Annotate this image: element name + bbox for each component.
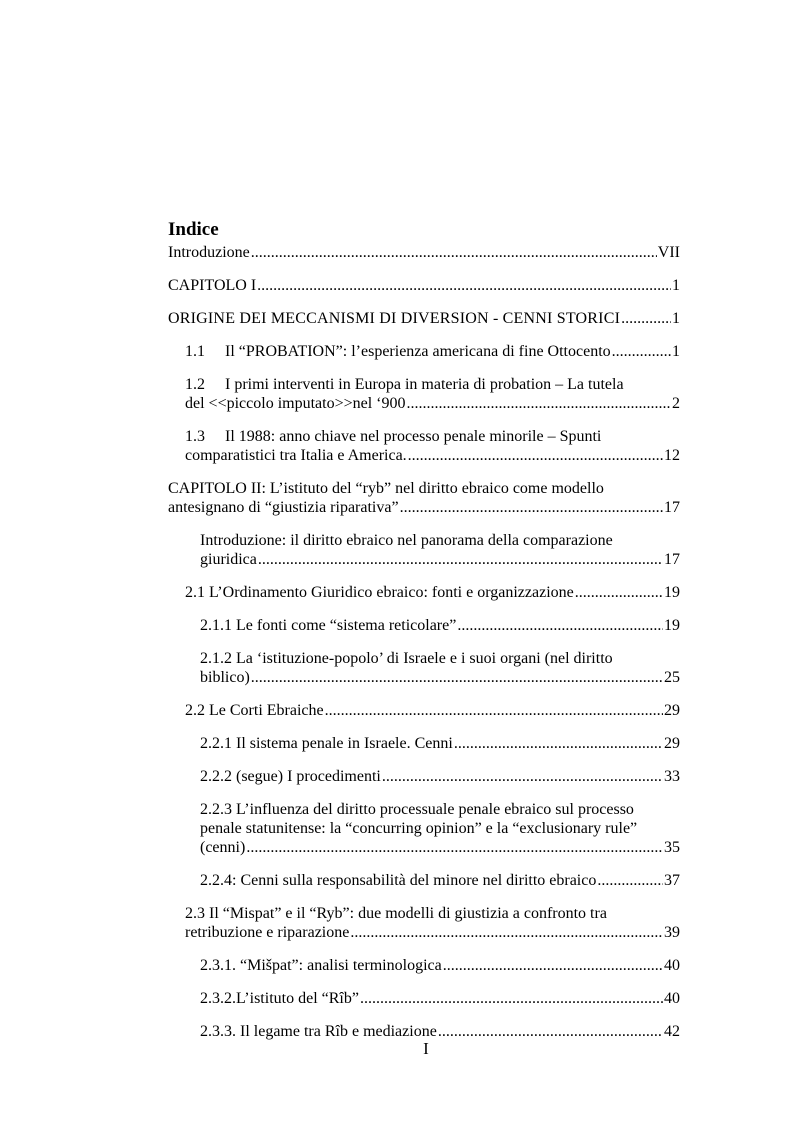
toc-entry-title: Introduzione [168, 244, 250, 261]
toc-entry-2-2[interactable] [168, 701, 680, 720]
toc-entry-title: 2.2.1 Il sistema penale in Israele. Cenni [200, 735, 453, 752]
dot-leader [257, 276, 671, 295]
toc-entry-page: 1 [672, 310, 680, 327]
dot-leader [612, 342, 671, 361]
toc-entry-title-line2: retribuzione e riparazione [185, 924, 350, 941]
toc-entry-title-line1: Introduzione: il diritto ebraico nel panorama della comparazione [200, 532, 613, 549]
toc-entry-title-line2: penale statunitense: la “concurring opinion” e la “exclusionary rule” [200, 820, 638, 837]
toc-entry-title: 2.1.1 Le fonti come “sistema reticolare” [200, 617, 457, 634]
toc-entry-title: 2.1 L’Ordinamento Giuridico ebraico: fonti e organizzazione [185, 584, 574, 601]
toc-entry-2-1-1[interactable] [168, 616, 680, 635]
toc-entry-page: 12 [664, 447, 680, 464]
toc-entry-page: 2 [672, 395, 680, 412]
toc-entry-title-line1: 2.1.2 La ‘istituzione-popolo’ di Israele e i suoi organi (nel diritto [200, 650, 613, 667]
dot-leader [258, 550, 663, 569]
toc-entry-title: 2.2 Le Corti Ebraiche [185, 702, 324, 719]
toc-entry-number: 1.3 [185, 428, 205, 445]
toc-entry-1-1[interactable] [168, 342, 680, 361]
dot-leader [360, 989, 663, 1008]
toc-entry-page: 1 [672, 343, 680, 360]
toc-entry-1-2[interactable] [168, 375, 680, 413]
toc-entry-title-line3: (cenni) [200, 839, 246, 856]
toc-entry-title-line2: antesignano di “giustizia riparativa” [168, 499, 399, 516]
toc-entry-2-1-2[interactable] [168, 649, 680, 687]
toc-entry-page: 1 [672, 277, 680, 294]
dot-leader [597, 871, 663, 890]
dot-leader [407, 394, 672, 413]
toc-entry-title: Il “PROBATION”: l’esperienza americana di fine Ottocento [225, 343, 611, 360]
toc-entry-2-2-3[interactable] [168, 800, 680, 857]
toc-entry-page: 37 [664, 872, 680, 889]
toc-entry-title: 2.3.1. “Mišpat”: analisi terminologica [200, 957, 442, 974]
toc-entry-number: 1.2 [185, 376, 205, 393]
toc-entry-title-line2: giuridica [200, 551, 257, 568]
toc-entry-page: 29 [664, 702, 680, 719]
toc-entry-page: 39 [664, 924, 680, 941]
toc-entry-page: 40 [664, 957, 680, 974]
toc-entry-number: 1.1 [185, 343, 205, 360]
toc-entry-title-line1: 2.2.3 L’influenza del diritto processuale penale ebraico sul processo [200, 801, 634, 818]
toc-entry-page: 33 [664, 768, 680, 785]
toc-entry-2-2-1[interactable] [168, 734, 680, 753]
toc-entry-2-3[interactable] [168, 904, 680, 942]
toc-entry-title: 2.2.2 (segue) I procedimenti [200, 768, 381, 785]
dot-leader [382, 767, 663, 786]
toc-entry-title-line1: Il 1988: anno chiave nel processo penale minorile – Spunti [225, 428, 602, 445]
dot-leader [454, 734, 663, 753]
table-of-contents [168, 243, 680, 1055]
toc-entry-title: 2.2.4: Cenni sulla responsabilità del minore nel diritto ebraico [200, 872, 597, 889]
dot-leader [457, 616, 663, 635]
toc-entry-introduzione-diritto-ebraico[interactable] [168, 531, 680, 569]
toc-entry-page: 17 [664, 499, 680, 516]
dot-leader [251, 668, 663, 687]
toc-entry-page: 25 [664, 669, 680, 686]
toc-entry-page: 19 [664, 584, 680, 601]
toc-entry-title-line2: biblico) [200, 669, 250, 686]
toc-entry-page: VII [657, 244, 680, 261]
toc-entry-page: 29 [664, 735, 680, 752]
dot-leader [408, 446, 663, 465]
dot-leader [621, 309, 671, 328]
dot-leader [400, 498, 663, 517]
dot-leader [443, 956, 663, 975]
toc-entry-capitolo-1[interactable] [168, 276, 680, 295]
toc-entry-page: 17 [664, 551, 680, 568]
dot-leader [251, 243, 657, 262]
toc-entry-title: CAPITOLO I [168, 277, 257, 294]
page-number: I [423, 1039, 429, 1058]
toc-entry-title-line1: CAPITOLO II: L’istituto del “ryb” nel diritto ebraico come modello [168, 480, 604, 497]
toc-entry-2-2-4[interactable] [168, 871, 680, 890]
toc-entry-title: 2.3.2.L’istituto del “Rîb” [200, 990, 359, 1007]
dot-leader [575, 583, 663, 602]
toc-entry-2-1[interactable] [168, 583, 680, 602]
toc-entry-origine-meccanismi[interactable] [168, 309, 680, 328]
dot-leader [325, 701, 663, 720]
toc-entry-2-3-1[interactable] [168, 956, 680, 975]
toc-entry-title-line1: 2.3 Il “Mispat” e il “Ryb”: due modelli di giustizia a confronto tra [185, 905, 607, 922]
dot-leader [246, 838, 663, 857]
toc-entry-introduzione[interactable] [168, 243, 680, 262]
toc-entry-1-3[interactable] [168, 427, 680, 465]
toc-entry-title-line2: comparatistici tra Italia e America. [185, 447, 407, 464]
toc-entry-title-line2: del <<piccolo imputato>>nel ‘900 [185, 395, 406, 412]
toc-entry-title: ORIGINE DEI MECCANISMI DI DIVERSION - CENNI STORICI [168, 310, 621, 327]
toc-entry-title-line1: I primi interventi in Europa in materia di probation – La tutela [225, 376, 624, 393]
toc-entry-page: 35 [664, 839, 680, 856]
toc-entry-2-3-2[interactable] [168, 989, 680, 1008]
toc-entry-2-2-2[interactable] [168, 767, 680, 786]
toc-entry-capitolo-2[interactable] [168, 479, 680, 517]
dot-leader [350, 923, 663, 942]
toc-entry-title: 2.3.3. Il legame tra Rîb e mediazione [200, 1023, 437, 1040]
toc-entry-page: 42 [664, 1023, 680, 1040]
index-heading: Indice [168, 219, 219, 240]
toc-entry-page: 19 [664, 617, 680, 634]
toc-entry-page: 40 [664, 990, 680, 1007]
